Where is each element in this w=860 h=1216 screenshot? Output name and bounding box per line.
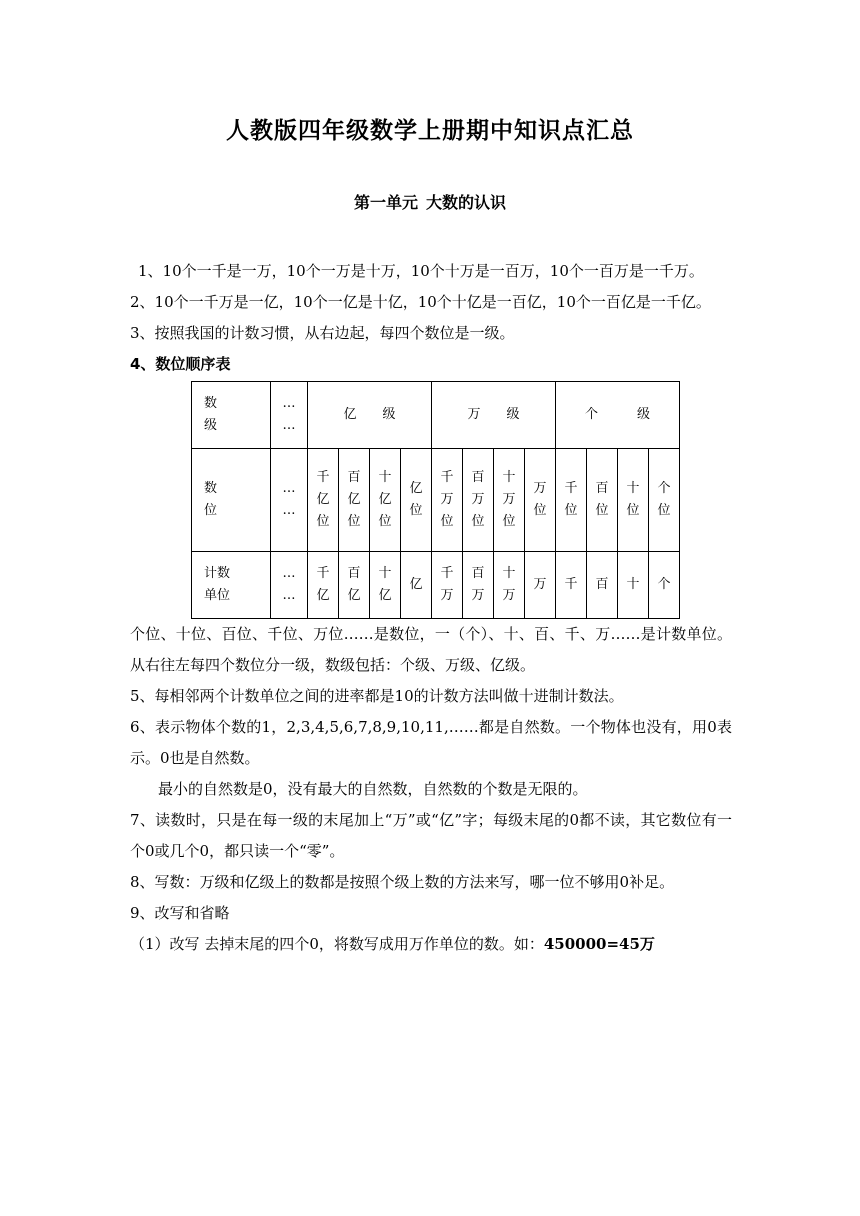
unit-name: 大数的认识 — [426, 193, 507, 212]
position-cell: 十 位 — [618, 449, 649, 552]
dots-cell: … … — [271, 382, 308, 449]
paragraph-6: 5、每相邻两个计数单位之间的进率都是10的计数方法叫做十进制计数法。 — [130, 687, 624, 705]
dots-cell: … … — [271, 449, 308, 552]
level-wan: 万 级 — [432, 382, 556, 449]
unit-cell: 万 — [525, 552, 556, 619]
unit-cell: 百 — [587, 552, 618, 619]
paragraph-9: 7、读数时，只是在每一级的末尾加上“万”或“亿”字；每级末尾的0都不读，其它数位有一个0或几个0，都只读一个“零”。 — [130, 811, 732, 860]
row-label-levels: 数 级 — [192, 382, 271, 449]
paragraph-2: 2、10个一千万是一亿，10个一亿是十亿，10个十亿是一百亿，10个一百亿是一千亿。 — [130, 293, 711, 311]
unit-cell: 十 万 — [494, 552, 525, 619]
paragraph-7: 6、表示物体个数的1，2,3,4,5,6,7,8,9,10,11,……都是自然数。一个物体也没有，用0表示。0也是自然数。 — [130, 718, 732, 767]
unit-cell: 十 — [618, 552, 649, 619]
position-cell: 亿 位 — [401, 449, 432, 552]
paragraph-8: 最小的自然数是0，没有最大的自然数，自然数的个数是无限的。 — [158, 780, 588, 798]
unit-cell: 个 — [649, 552, 680, 619]
position-cell: 百 位 — [587, 449, 618, 552]
unit-cell: 千 亿 — [308, 552, 339, 619]
rewrite-example: 450000=45万 — [543, 935, 655, 953]
paragraph-12 — [130, 929, 732, 960]
position-cell: 个 位 — [649, 449, 680, 552]
position-cell: 百 万 位 — [463, 449, 494, 552]
row-label-units: 计数 单位 — [192, 552, 271, 619]
paragraph-4 — [130, 349, 732, 380]
position-cell: 百 亿 位 — [339, 449, 370, 552]
rewrite-rule: （1）改写 去掉末尾的四个0，将数写成用万作单位的数。如： — [130, 935, 544, 953]
unit-cell: 千 — [556, 552, 587, 619]
unit-cell: 千 万 — [432, 552, 463, 619]
unit-cell: 百 万 — [463, 552, 494, 619]
position-cell: 千 亿 位 — [308, 449, 339, 552]
position-cell: 千 位 — [556, 449, 587, 552]
place-value-table — [191, 381, 680, 619]
table-row-positions — [192, 449, 680, 552]
dots-cell: … … — [271, 552, 308, 619]
unit-cell: 十 亿 — [370, 552, 401, 619]
paragraph-1: 1、10个一千是一万，10个一万是十万，10个十万是一百万，10个一百万是一千万。 — [138, 262, 704, 280]
position-cell: 千 万 位 — [432, 449, 463, 552]
unit-number: 第一单元 — [353, 193, 418, 212]
unit-heading — [0, 190, 860, 213]
position-cell: 十 万 位 — [494, 449, 525, 552]
paragraph-3: 3、按照我国的计数习惯，从右边起，每四个数位是一级。 — [130, 324, 515, 342]
position-cell: 十 亿 位 — [370, 449, 401, 552]
paragraph-11: 9、改写和省略 — [130, 904, 230, 922]
level-yi: 亿 级 — [308, 382, 432, 449]
level-ge: 个 级 — [556, 382, 680, 449]
unit-cell: 亿 — [401, 552, 432, 619]
table-row-units — [192, 552, 680, 619]
row-label-positions: 数 位 — [192, 449, 271, 552]
paragraph-10: 8、写数：万级和亿级上的数都是按照个级上数的方法来写，哪一位不够用0补足。 — [130, 873, 675, 891]
table-row-levels — [192, 382, 680, 449]
unit-cell: 百 亿 — [339, 552, 370, 619]
table-caption: 4、数位顺序表 — [130, 355, 231, 373]
document-body — [130, 256, 732, 960]
document-title: 人教版四年级数学上册期中知识点汇总 — [226, 118, 634, 144]
paragraph-5: 个位、十位、百位、千位、万位……是数位，一（个）、十、百、千、万……是计数单位。从右往左每四个数位分一级，数级包括：个级、万级、亿级。 — [130, 625, 732, 674]
position-cell: 万 位 — [525, 449, 556, 552]
